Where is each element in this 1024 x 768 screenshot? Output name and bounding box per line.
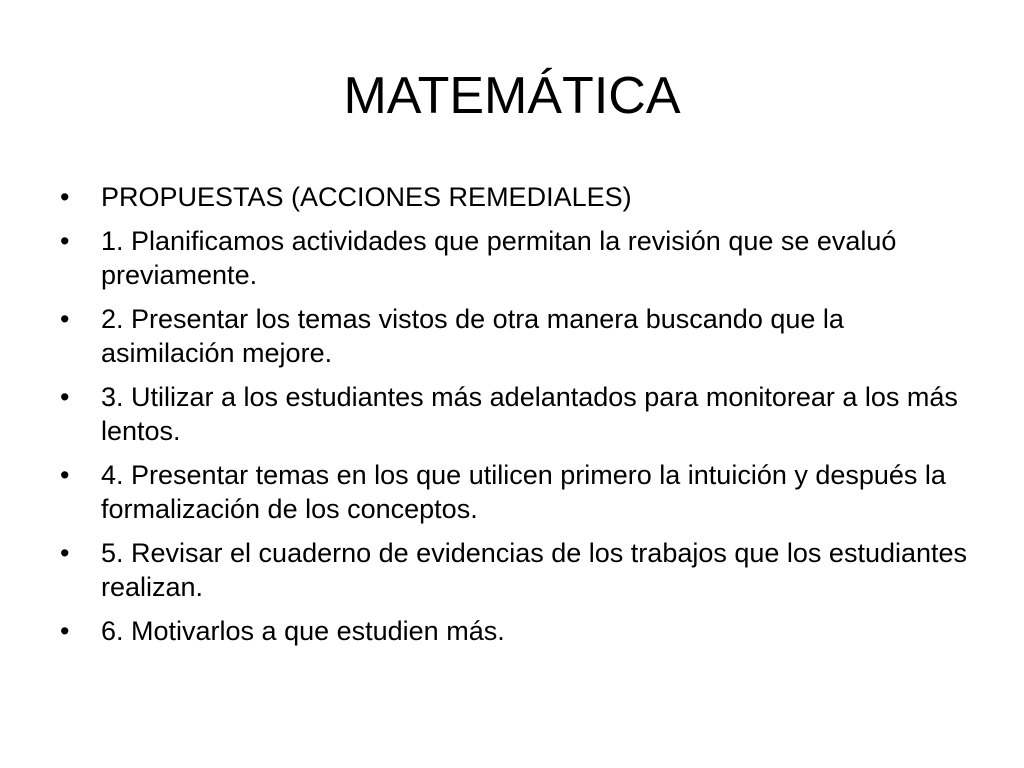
- bullet-list: [60, 180, 980, 658]
- bullet-item: [60, 380, 980, 448]
- bullet-icon: •: [60, 182, 70, 212]
- bullet-icon: •: [60, 616, 70, 646]
- bullet-item: [60, 180, 980, 214]
- bullet-item: [60, 458, 980, 526]
- bullet-text: 2. Presentar los temas vistos de otra manera buscando que la asimilación mejore.: [101, 304, 844, 368]
- bullet-text: PROPUESTAS (ACCIONES REMEDIALES): [101, 182, 632, 212]
- bullet-text: 3. Utilizar a los estudiantes más adelantados para monitorear a los más lentos.: [101, 382, 958, 446]
- bullet-item: [60, 224, 980, 292]
- bullet-icon: •: [60, 538, 70, 568]
- bullet-item: [60, 536, 980, 604]
- bullet-icon: •: [60, 460, 70, 490]
- bullet-icon: •: [60, 382, 70, 412]
- bullet-text: 6. Motivarlos a que estudien más.: [101, 616, 505, 646]
- bullet-item: [60, 614, 980, 648]
- bullet-text: 5. Revisar el cuaderno de evidencias de los trabajos que los estudiantes realizan.: [101, 538, 968, 602]
- bullet-icon: •: [60, 304, 70, 334]
- bullet-icon: •: [60, 226, 70, 256]
- bullet-item: [60, 302, 980, 370]
- slide-title: MATEMÁTICA: [343, 67, 681, 125]
- bullet-text: 4. Presentar temas en los que utilicen primero la intuición y después la formalización de los conceptos.: [101, 460, 946, 524]
- bullet-text: 1. Planificamos actividades que permitan la revisión que se evaluó previamente.: [101, 226, 897, 290]
